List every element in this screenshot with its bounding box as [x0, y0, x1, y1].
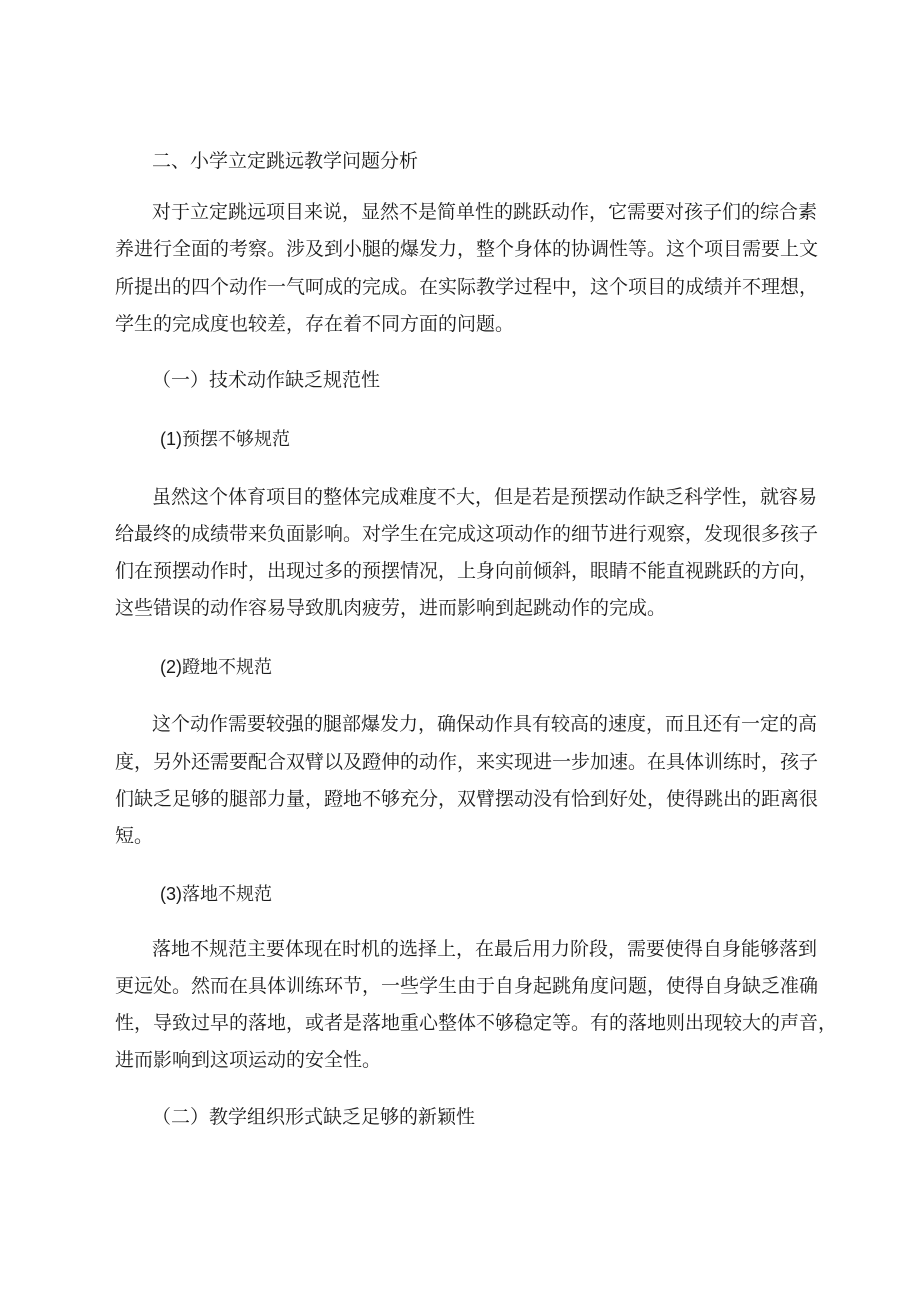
paragraph-line: 这个动作需要较强的腿部爆发力，确保动作具有较高的速度，而且还有一定的高	[152, 713, 818, 735]
item-heading-3: (3)落地不规范	[160, 884, 272, 904]
paragraph-line: 给最终的成绩带来负面影响。对学生在完成这项动作的细节进行观察，发现很多孩子	[115, 523, 819, 545]
paragraph-line: 这些错误的动作容易导致肌肉疲劳，进而影响到起跳动作的完成。	[115, 597, 667, 619]
paragraph-line: 所提出的四个动作一气呵成的完成。在实际教学过程中，这个项目的成绩并不理想，	[115, 276, 819, 298]
subsection-heading-2: （二）教学组织形式缺乏足够的新颖性	[152, 1106, 476, 1128]
section-heading: 二、小学立定跳远教学问题分析	[152, 150, 419, 172]
paragraph-line: 们缺乏足够的腿部力量，蹬地不够充分，双臂摆动没有恰到好处，使得跳出的距离很	[115, 788, 819, 810]
paragraph-line: 短。	[115, 825, 154, 847]
paragraph-line: 更远处。然而在具体训练环节，一些学生由于自身起跳角度问题，使得自身缺乏准确	[115, 975, 819, 997]
paragraph-line: 学生的完成度也较差，存在着不同方面的问题。	[115, 313, 515, 335]
paragraph-line: 养进行全面的考察。涉及到小腿的爆发力，整个身体的协调性等。这个项目需要上文	[115, 238, 819, 260]
subsection-heading-1: （一）技术动作缺乏规范性	[152, 369, 381, 391]
paragraph-line: 们在预摆动作时，出现过多的预摆情况，上身向前倾斜，眼睛不能直视跳跃的方向，	[115, 560, 819, 582]
paragraph-line: 性，导致过早的落地，或者是落地重心整体不够稳定等。有的落地则出现较大的声音，	[115, 1012, 838, 1034]
item-heading-2: (2)蹬地不规范	[160, 657, 272, 677]
paragraph-line: 进而影响到这项运动的安全性。	[115, 1049, 382, 1071]
item-heading-1: (1)预摆不够规范	[160, 429, 290, 449]
paragraph-line: 对于立定跳远项目来说，显然不是简单性的跳跃动作，它需要对孩子们的综合素	[152, 201, 818, 223]
paragraph-line: 虽然这个体育项目的整体完成难度不大，但是若是预摆动作缺乏科学性，就容易	[152, 486, 818, 508]
paragraph-line: 度，另外还需要配合双臂以及蹬伸的动作，来实现进一步加速。在具体训练时，孩子	[115, 751, 819, 773]
paragraph-line: 落地不规范主要体现在时机的选择上，在最后用力阶段，需要使得自身能够落到	[152, 938, 818, 960]
